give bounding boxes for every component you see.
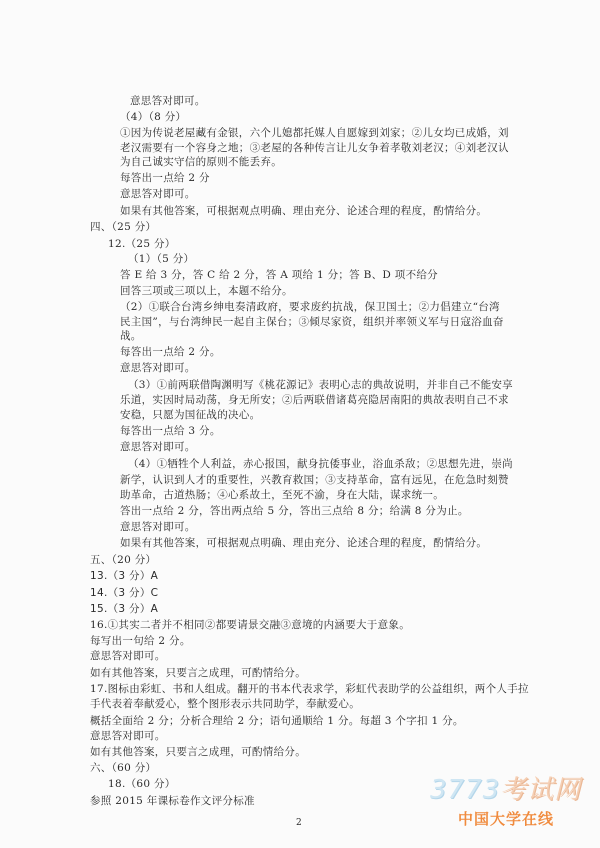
text-line: 答出一点给 2 分，答出两点给 5 分，答出三点给 8 分；给满 8 分为止。 [120,505,469,517]
text-line: 乐道，实因时局动荡，身无所安；②后两联借诸葛亮隐居南阳的典故表明自己不求 [120,394,509,406]
text-line: 如有其他答案，只要言之成理，可酌情给分。 [90,746,306,758]
text-line: 手代表着奉献爱心，整个图形表示共同助学，奉献爱心。 [90,698,360,710]
watermark-subtitle: 中国大学在线 [458,810,555,828]
text-line: 14.（3 分）C [90,587,159,599]
text-line: 18.（60 分） [108,778,176,790]
text-line: （2）①联合台湾乡绅电奏清政府，要求废约抗战，保卫国土；②力倡建立“台湾 [120,301,500,313]
watermark-logo-number: 3773 [430,775,501,805]
text-line: 民主国”，与台湾绅民一起自主保台；③倾尽家资，组织并率领义军与日寇浴血奋 [120,316,504,328]
text-line: 五、（20 分） [90,554,157,566]
text-line: 如果有其他答案，可根据观点明确、理由充分、论述合理的程度，酌情给分。 [120,537,488,549]
text-line: 意思答对即可。 [130,95,206,107]
text-line: 老汉需要有一个容身之地；③老屋的各种传言让儿女争着孝敬刘老汉；④刘老汉认 [120,142,509,154]
text-line: 每答出一点给 2 分。 [120,346,221,358]
text-line: （4）①牺牲个人利益，赤心报国，献身抗倭事业，浴血杀敌；②思想先进，崇尚 [128,458,513,470]
text-line: 安稳，只愿为国征战的决心。 [120,409,261,421]
text-line: （3）①前两联借陶渊明写《桃花源记》表明心志的典故说明，并非自己不能安享 [128,379,513,391]
text-line: 意思答对即可。 [120,362,196,374]
text-line: 为自己诚实守信的原则不能丢弃。 [120,156,282,168]
text-line: 每写出一句给 2 分。 [90,635,191,647]
text-line: （1）（5 分） [128,253,195,265]
page-number: 2 [296,818,302,828]
text-line: 概括全面给 2 分；分析合理给 2 分；语句通顺给 1 分。每超 3 个字扣 1 分。 [90,715,464,727]
text-line: 战。 [120,330,142,342]
text-line: 助革命，古道热肠；④心系故土，至死不渝，身在大陆，谋求统一。 [120,489,444,501]
text-line: ①因为传说老屋藏有金银，六个儿媳都托媒人自愿嫁到刘家；②儿女均已成婚，刘 [120,127,509,139]
text-line: （4）（8 分） [120,111,187,123]
text-line: 意思答对即可。 [90,650,166,662]
text-line: 回答三项或三项以上，本题不给分。 [120,285,293,297]
watermark-logo [430,775,582,805]
text-line: 意思答对即可。 [120,441,196,453]
text-line: 12.（25 分） [108,238,176,250]
text-line: 每答出一点给 2 分 [120,172,210,184]
text-line: 意思答对即可。 [120,521,196,533]
text-line: 四、（25 分） [90,221,157,233]
text-line: 17.图标由彩虹、书和人组成。翻开的书本代表求学，彩虹代表助学的公益组织，两个人手拉 [90,683,529,695]
text-line: 意思答对即可。 [90,730,166,742]
text-line: 如有其他答案，只要言之成理，可酌情给分。 [90,667,306,679]
text-line: 如果有其他答案，可根据观点明确、理由充分、论述合理的程度，酌情给分。 [120,205,488,217]
text-line: 16.①其实二者并不相同②都要请景交融③意境的内涵要大于意象。 [90,619,410,631]
text-line: 新学，认识到人才的重要性，兴教育救国；③支持革命，富有远见，在危急时刻赞 [120,474,509,486]
text-line: 意思答对即可。 [120,188,196,200]
watermark-logo-text: 考试网 [500,775,582,805]
text-line: 参照 2015 年课标卷作文评分标准 [90,795,255,807]
text-line: 六、（60 分） [90,762,157,774]
text-line: 答 E 给 3 分，答 C 给 2 分，答 A 项给 1 分；答 B、D 项不给分 [120,269,438,281]
text-line: 每答出一点给 3 分。 [120,425,221,437]
text-line: 15.（3 分）A [90,603,159,615]
text-line: 13.（3 分）A [90,570,159,582]
